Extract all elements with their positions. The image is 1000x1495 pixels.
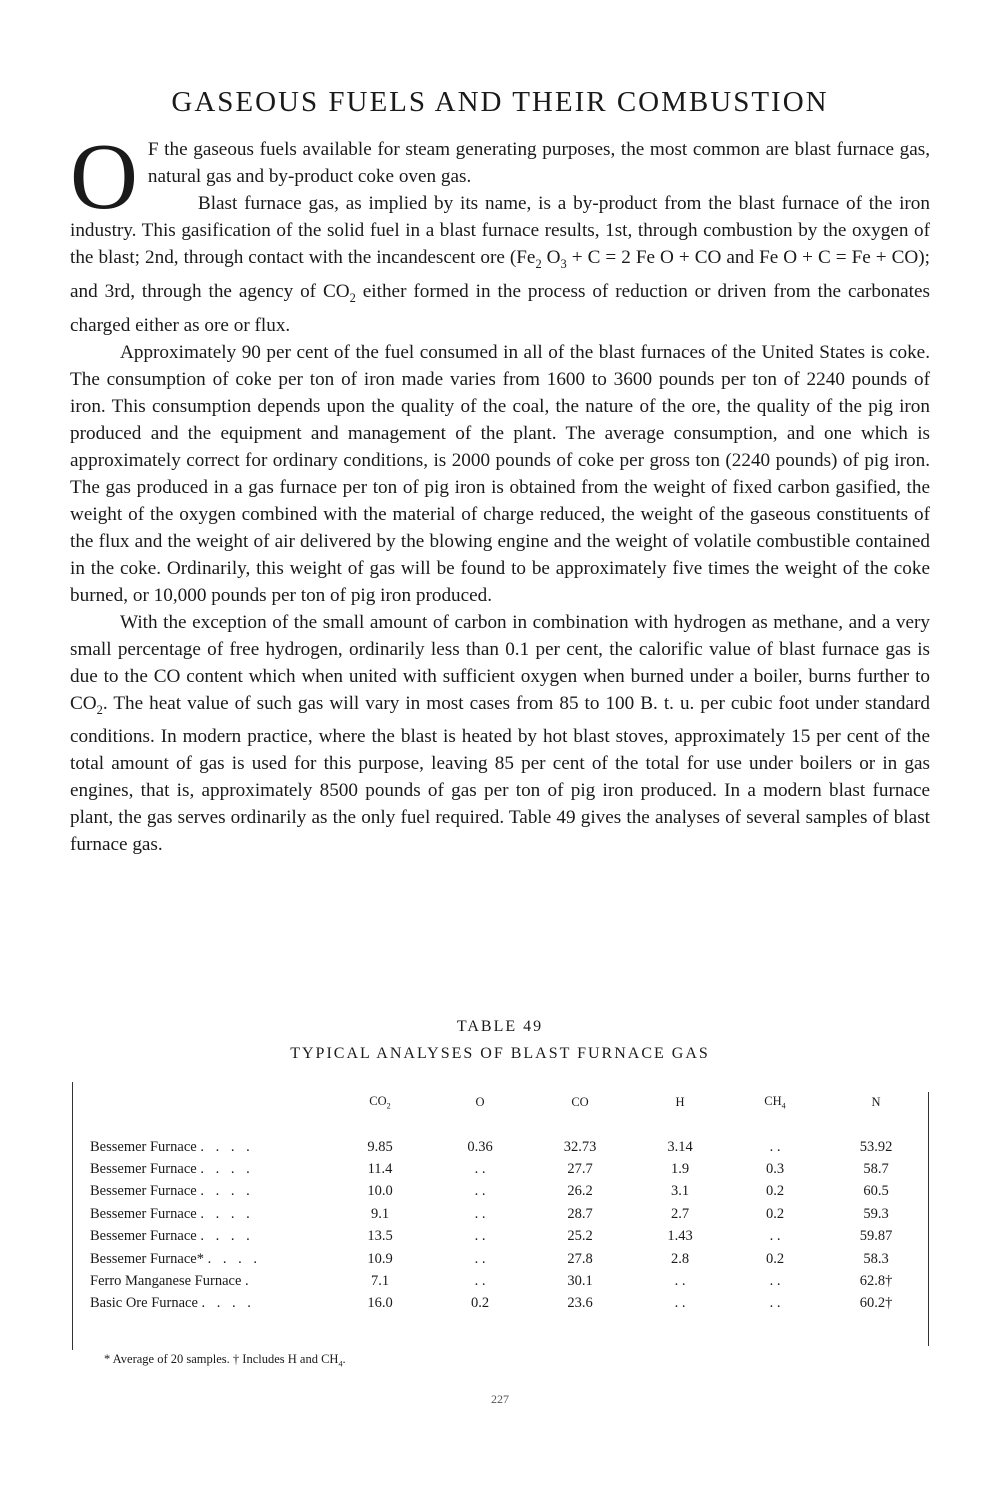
table-header-row bbox=[70, 1082, 932, 1122]
page-number: 227 bbox=[491, 1392, 509, 1406]
table-caption: TABLE 49 bbox=[456, 1018, 544, 1035]
table-row: Basic Ore Furnace . . . . 16.0 0.2 23.6 . . . . 60.2† bbox=[90, 1295, 893, 1312]
page-title: GASEOUS FUELS AND THEIR COMBUSTION bbox=[171, 86, 829, 118]
header-o: O bbox=[475, 1094, 485, 1109]
paragraph-4: With the exception of the small amount of carbon in combination with hydrogen as methane, and a very small percentage of free hydrogen, ordinarily less than 0.1 per cent, the calorific value of blast furnace gas is due to the CO content which when united with sufficient oxygen when burned under a boiler, burns further to $CO_2$. The heat value of such gas will vary in most cases from 85 to 100 B. t. u. per cubic foot under standard conditions. In modern practice, where the blast is heated by hot blast stoves, approximately 15 per cent of the total amount of gas is used for this purpose, leaving 85 per cent of the total for use under boilers or in gas engines, that is, approximately 8500 pounds of gas per ton of pig iron produced. In a modern blast furnace plant, the gas serves ordinarily as the only fuel required. Table 49 gives the analyses of several samples of blast furnace gas. bbox=[70, 611, 930, 856]
header-blank bbox=[70, 1082, 330, 1122]
table-row: Bessemer Furnace . . . . 10.0 . . 26.2 3.1 0.2 60.5 bbox=[90, 1183, 889, 1200]
paragraph-2: Blast furnace gas, as implied by its name, is a by-product from the blast furnace of the iron industry. This gasification of the solid fuel in a blast furnace results, 1st, through combustion by the oxygen of the blast; 2nd, through contact with the incandescent ore ($Fe_2$ $O_3 + C = 2$ Fe O + CO and Fe O + C = Fe + CO); and 3rd, through the agency of $CO_2$ either formed in the process of reduction or driven from the carbonates charged either as ore or flux. bbox=[70, 193, 930, 336]
drop-cap: O bbox=[70, 125, 138, 229]
header-co2: $CO_2$ bbox=[369, 1093, 391, 1111]
table-left-rule bbox=[72, 1082, 73, 1350]
table-row: Bessemer Furnace . . . . 9.1 . . 28.7 2.7 0.2 59.3 bbox=[90, 1205, 889, 1222]
paragraph-1: O F the gaseous fuels available for steam generating purposes, the most common are blast furnace gas, natural gas and by-product coke oven gas. bbox=[70, 125, 930, 229]
table-row: Bessemer Furnace . . . . 9.85 0.36 32.73 3.14 . . 53.92 bbox=[90, 1138, 893, 1155]
table-row: Bessemer Furnace* . . . . 10.9 . . 27.8 2.8 0.2 58.3 bbox=[90, 1250, 889, 1267]
header-h: H bbox=[675, 1094, 685, 1109]
table-subcaption: TYPICAL ANALYSES OF BLAST FURNACE GAS bbox=[290, 1045, 710, 1062]
header-n: N bbox=[871, 1094, 881, 1109]
header-ch4: $CH_4$ bbox=[764, 1093, 786, 1111]
gas-analysis-table bbox=[70, 1082, 932, 1350]
table-row: Bessemer Furnace . . . . 11.4 . . 27.7 1.9 0.3 58.7 bbox=[90, 1161, 889, 1178]
header-co: CO bbox=[571, 1094, 589, 1109]
paragraph-3: Approximately 90 per cent of the fuel consumed in all of the blast furnaces of the United States is coke. The consumption of coke per ton of iron made varies from 1600 to 3600 pounds per ton of 2240 pounds of iron. This consumption depends upon the quality of the coal, the nature of the ore, the quality of the pig iron produced and the equipment and management of the plant. The average consumption, and one which is approximately correct for ordinary conditions, is 2000 pounds of coke per gross ton (2240 pounds) of pig iron. The gas produced in a gas furnace per ton of pig iron is obtained from the weight of fixed carbon gasified, the weight of the oxygen combined with the material of charge reduced, the weight of the gaseous constituents of the flux and the weight of air delivered by the blowing engine and the weight of volatile combustible contained in the coke. Ordinarily, this weight of gas will be found to be approximately five times the weight of the coke burned, or 10,000 pounds per ton of pig iron produced. bbox=[70, 341, 930, 606]
table-row: Bessemer Furnace . . . . 13.5 . . 25.2 1.43 . . 59.87 bbox=[90, 1228, 893, 1245]
table-right-rule bbox=[928, 1092, 929, 1346]
table-row: Ferro Manganese Furnace . 7.1 . . 30.1 . . . . 62.8† bbox=[90, 1273, 893, 1290]
body-text bbox=[70, 125, 930, 858]
table-footnote: * Average of 20 samples. † Includes H and $CH_4$. bbox=[104, 1352, 346, 1369]
